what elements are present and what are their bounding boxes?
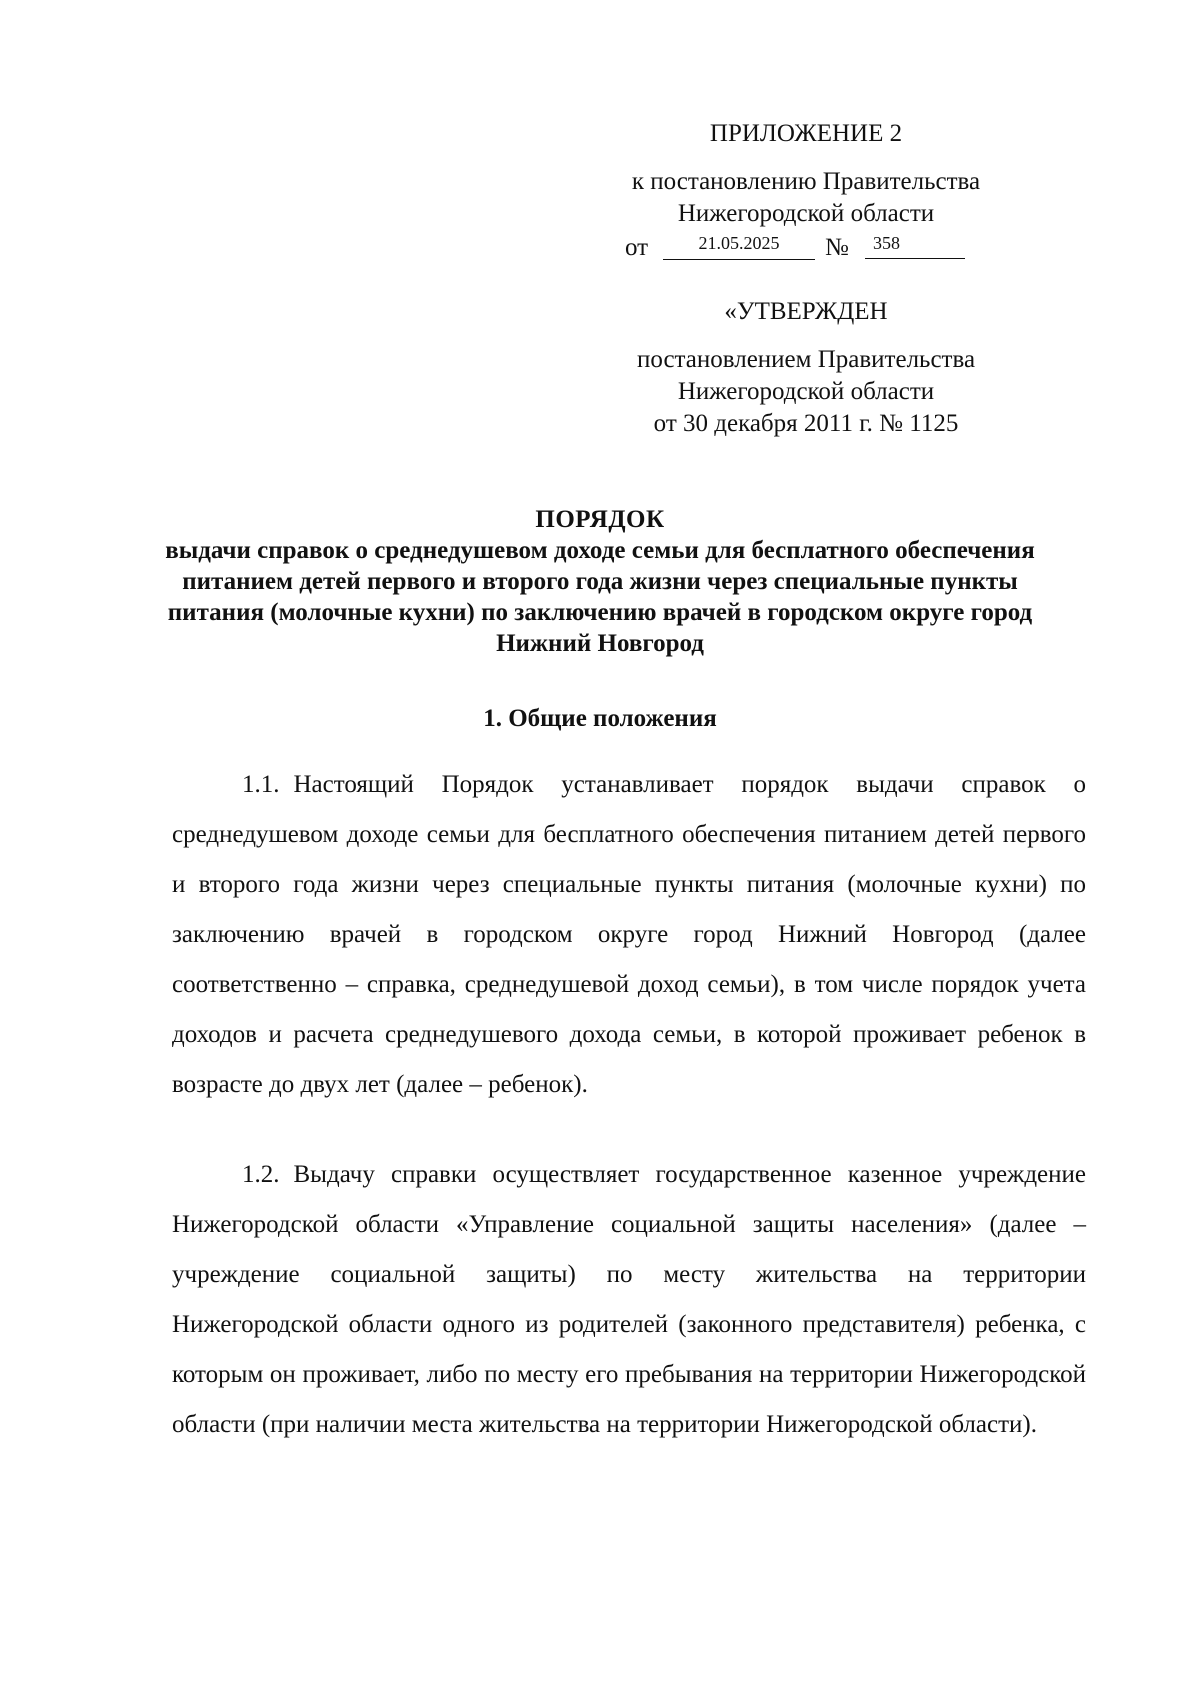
approved-line-1: постановлением Правительства [636,346,976,373]
appendix-line-1: к постановлению Правительства [631,168,981,195]
document-title: ПОРЯДОК [535,506,665,533]
section-heading: 1. Общие положения [483,705,717,732]
paragraph-number: 1.1. [242,771,280,798]
approved-line-2: Нижегородской области [677,378,935,405]
from-label: от [625,234,649,261]
decree-number-field: 358 [865,232,965,259]
paragraph-1-2 [172,1150,1086,1450]
appendix-reference [596,166,1016,230]
paragraph-text: Настоящий Порядок устанавливает порядок выдачи справок о среднедушевом доходе семьи для бесплатного обеспечения питанием детей первого и второго года жизни через специальные пункты питания (молочные кухни) по заключению врачей в городском округе город Нижний Новгород (далее соответственно – справка, среднедушевой доход семьи), в том числе порядок учета доходов и расчета среднедушевого дохода семьи, в которой проживает ребенок в возрасте до двух лет (далее – ребенок). [172,771,1086,1098]
paragraph-1-1 [172,760,1086,1110]
appendix-title: ПРИЛОЖЕНИЕ 2 [709,120,903,147]
appendix-date-line [625,232,985,264]
document-title-block [150,504,1050,659]
appendix-line-2: Нижегородской области [677,200,935,227]
approved-title: «УТВЕРЖДЕН [724,298,888,325]
decree-date-field: 21.05.2025 [663,232,815,260]
approved-line-3: от 30 декабря 2011 г. № 1125 [653,410,959,437]
paragraph-text: Выдачу справки осуществляет государственное казенное учреждение Нижегородской области «Управление социальной защиты населения» (далее – учреждение социальной защиты) по месту жительства на территории Нижегородской области одного из родителей (законного представителя) ребенка, с которым он проживает, либо по месту его пребывания на территории Нижегородской области (при наличии места жительства на территории Нижегородской области). [172,1161,1086,1438]
approved-reference [596,344,1016,440]
document-subtitle: выдачи справок о среднедушевом доходе семьи для бесплатного обеспечения питанием детей первого и второго года жизни через специальные пункты питания (молочные кухни) по заключению врачей в городском округе город Нижний Новгород [165,537,1035,657]
number-label: № [825,234,849,261]
paragraph-number: 1.2. [242,1161,280,1188]
